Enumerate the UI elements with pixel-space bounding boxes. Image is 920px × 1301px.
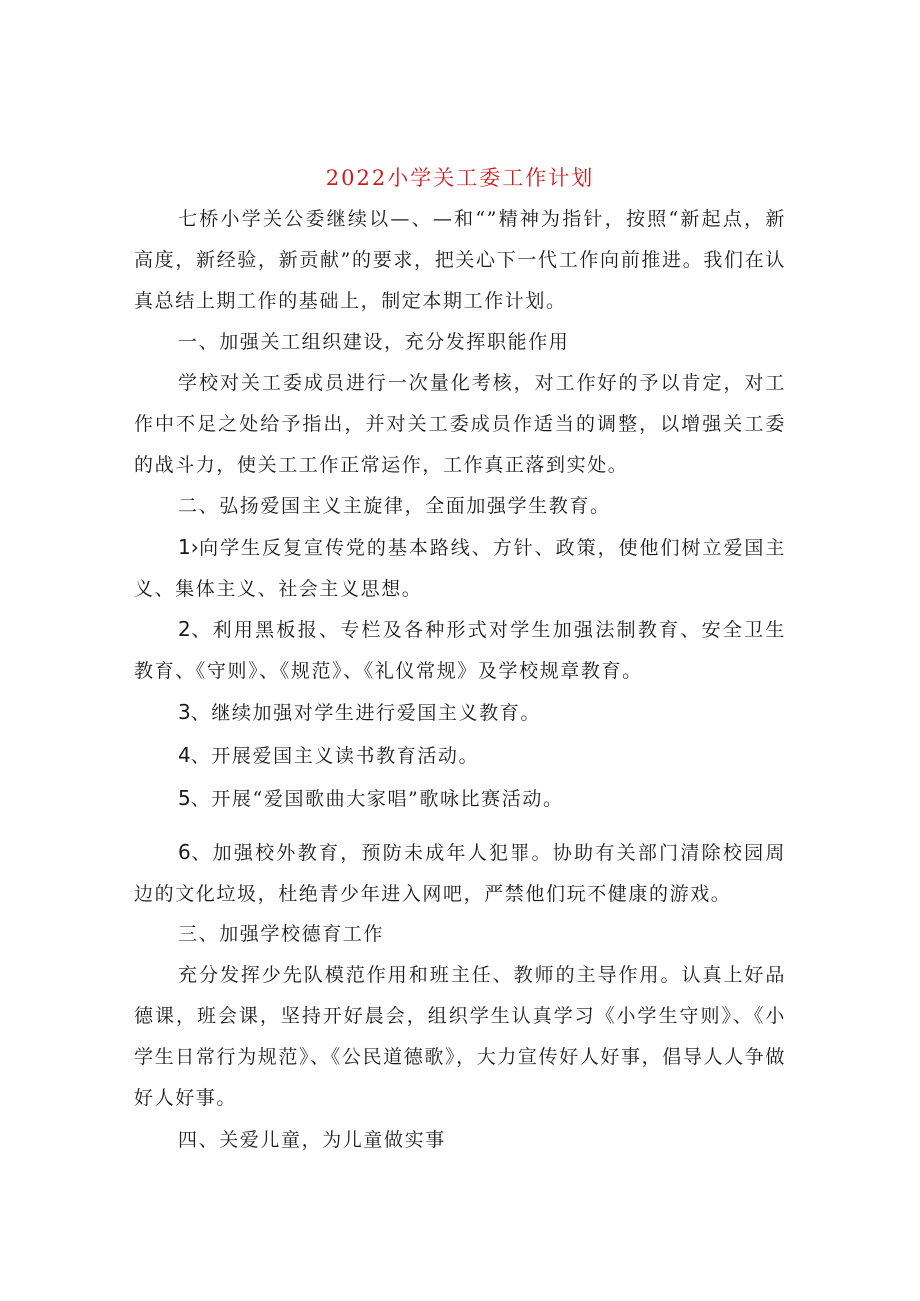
document-title: 2022小学关工委工作计划 (325, 166, 595, 190)
section-1-body: 学校对关工委成员进行一次量化考核，对工作好的予以肯定，对工作中不足之处给予指出，并对关工委成员作适当的调整，以增强关工委的战斗力，使关工工作正常运作，工作真正落到实处。 (134, 372, 786, 476)
section-3-heading: 三、加强学校德育工作 (178, 923, 385, 945)
list-item-4-number: 4 (178, 743, 191, 767)
list-item-2-text: 、利用黑板报、专栏及各种形式对学生加强法制教育、安全卫生教育、《守则》、《规范》、《礼仪常规》及学校规章教育。 (134, 619, 786, 682)
section-1-heading: 一、加强关工组织建设，充分发挥职能作用 (178, 331, 570, 353)
section-4-heading: 四、关爱儿童，为儿童做实事 (178, 1129, 446, 1151)
section-2-heading: 二、弘扬爱国主义主旋律，全面加强学生教育。 (178, 495, 611, 517)
list-item-1-number: 1› (178, 535, 199, 559)
list-item-3-text: 、继续加强对学生进行爱国主义教育。 (190, 702, 541, 724)
list-item-4-text: 、开展爱国主义读书教育活动。 (190, 745, 480, 767)
list-item-1-text: 向学生反复宣传党的基本路线、方针、政策，使他们树立爱国主义、集体主义、社会主义思想。 (134, 537, 786, 600)
list-item-1 (134, 527, 786, 610)
list-item-4 (134, 735, 786, 777)
list-item-5 (134, 778, 786, 820)
list-item-6 (134, 832, 786, 915)
list-item-5-text: 、开展“爱国歌曲大家唱”歌咏比赛活动。 (190, 788, 564, 810)
list-item-5-number: 5 (178, 786, 191, 810)
intro-paragraph: 七桥小学关公委继续以—、—和“”精神为指针，按照“新起点，新高度，新经验，新贡献”的要求，把关心下一代工作向前推进。我们在认真总结上期工作的基础上，制定本期工作计划。 (134, 208, 786, 312)
list-item-6-number: 6 (178, 840, 191, 864)
list-item-2-number: 2 (178, 617, 191, 641)
list-item-3-number: 3 (178, 700, 191, 724)
list-item-3 (134, 692, 786, 734)
section-3-body: 充分发挥少先队模范作用和班主任、教师的主导作用。认真上好品德课，班会课，坚持开好晨会，组织学生认真学习《小学生守则》、《小学生日常行为规范》、《公民道德歌》，大力宣传好人好事，倡导人人争做好人好事。 (134, 964, 786, 1109)
list-item-6-text: 、加强校外教育，预防未成年人犯罪。协助有关部门清除校园周边的文化垃圾，杜绝青少年进入网吧，严禁他们玩不健康的游戏。 (134, 842, 786, 905)
list-item-2 (134, 609, 786, 692)
